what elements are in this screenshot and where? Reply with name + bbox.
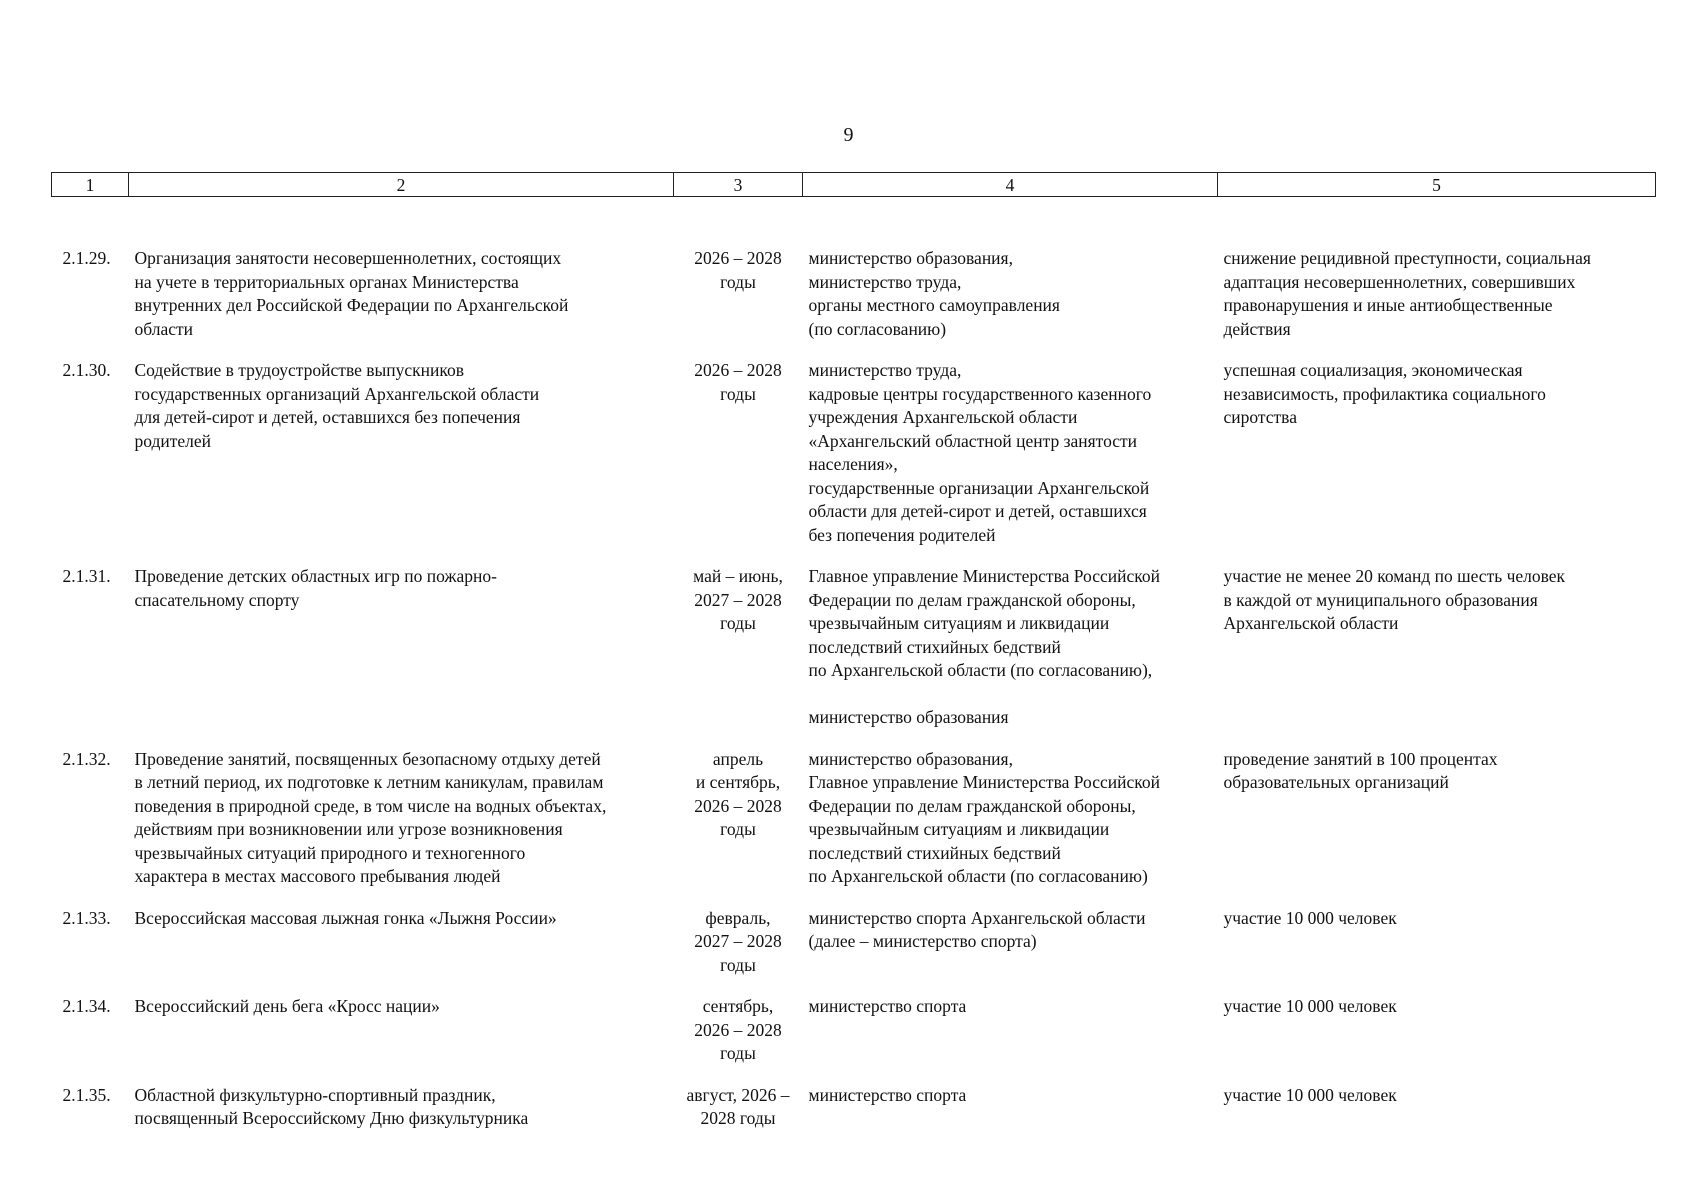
table-row: [52, 197, 1656, 360]
row-executors: Главное управление Министерства Российской Федерации по делам гражданской обороны, чрезвычайным ситуациям и ликвидации последствий стихийных бедствий по Архангельской области (по согласованию), министерство образования: [808, 566, 1160, 727]
header-row: [52, 173, 1656, 197]
table-row: [52, 359, 1656, 565]
row-activity: Содействие в трудоустройстве выпускников государственных организаций Архангельской области для детей-сирот и детей, оставшихся без попечения родителей: [134, 360, 540, 451]
row-result: участие 10 000 человек: [1223, 907, 1397, 928]
row-activity: Проведение детских областных игр по пожарно- спасательному спорту: [134, 566, 497, 610]
row-period: май – июнь, 2027 – 2028 годы: [693, 566, 783, 633]
row-executors: министерство спорта: [808, 996, 967, 1016]
table-header: [52, 173, 1656, 197]
row-activity: Организация занятости несовершеннолетних, состоящих на учете в территориальных органах Министерства внутренних дел Российской Федерации по Архангельской области: [134, 248, 569, 339]
row-result: участие не менее 20 команд по шесть человек в каждой от муниципального образования Архангельской области: [1223, 566, 1566, 633]
row-executors: министерство труда, кадровые центры государственного казенного учреждения Архангельской области «Архангельский областной центр занятости населения», государственные организации Архангельской области для детей-сирот и детей, оставшихся без попечения родителей: [808, 360, 1152, 545]
row-activity: Областной физкультурно-спортивный праздник, посвященный Всероссийскому Дню физкультурника: [134, 1084, 529, 1128]
column-header-5: 5: [1218, 173, 1656, 197]
row-number: 2.1.32.: [62, 748, 111, 769]
row-number: 2.1.33.: [62, 907, 111, 928]
table-row: [52, 748, 1656, 907]
row-executors: министерство образования, Главное управление Министерства Российской Федерации по делам гражданской обороны, чрезвычайным ситуациям и ликвидации последствий стихийных бедствий по Архангельской области (по согласованию): [808, 748, 1160, 886]
row-number: 2.1.35.: [62, 1084, 111, 1105]
row-period: август, 2026 – 2028 годы: [686, 1084, 790, 1128]
row-number: 2.1.31.: [62, 566, 111, 586]
row-executors: министерство спорта: [808, 1084, 967, 1105]
row-executors: министерство спорта Архангельской области (далее – министерство спорта): [808, 907, 1146, 951]
table-row: [52, 1084, 1656, 1149]
row-period: 2026 – 2028 годы: [694, 248, 782, 292]
row-number: 2.1.30.: [62, 360, 111, 380]
table-row: [52, 907, 1656, 996]
row-result: участие 10 000 человек: [1223, 996, 1397, 1016]
row-result: успешная социализация, экономическая независимость, профилактика социального сиротства: [1223, 360, 1546, 427]
row-period: 2026 – 2028 годы: [694, 360, 782, 404]
row-result: снижение рецидивной преступности, социальная адаптация несовершеннолетних, совершивших правонарушения и иные антиобщественные действия: [1223, 248, 1591, 339]
column-header-3: 3: [674, 173, 803, 197]
row-period: сентябрь, 2026 – 2028 годы: [694, 996, 782, 1063]
table-body: [52, 197, 1656, 1149]
row-result: проведение занятий в 100 процентах образовательных организаций: [1223, 748, 1498, 792]
row-result: участие 10 000 человек: [1223, 1084, 1397, 1105]
row-period: февраль, 2027 – 2028 годы: [694, 907, 782, 975]
row-executors: министерство образования, министерство труда, органы местного самоуправления (по согласованию): [808, 248, 1060, 339]
column-header-4: 4: [803, 173, 1218, 197]
table-row: [52, 995, 1656, 1084]
plan-table: [51, 172, 1656, 1149]
row-period: апрель и сентябрь, 2026 – 2028 годы: [694, 748, 782, 839]
row-number: 2.1.34.: [62, 996, 111, 1016]
row-activity: Проведение занятий, посвященных безопасному отдыху детей в летний период, их подготовке к летним каникулам, правилам поведения в природной среде, в том числе на водных объектах, действиям при возникновении или угрозе возникновения чрезвычайных ситуаций природного и техногенного характера в местах массового пребывания людей: [134, 748, 607, 886]
row-number: 2.1.29.: [62, 248, 111, 268]
table-row: [52, 565, 1656, 748]
column-header-2: 2: [129, 173, 674, 197]
column-header-1: 1: [52, 173, 129, 197]
row-activity: Всероссийский день бега «Кросс нации»: [134, 996, 440, 1016]
row-activity: Всероссийская массовая лыжная гонка «Лыжня России»: [134, 907, 557, 928]
page-number: 9: [843, 124, 854, 146]
